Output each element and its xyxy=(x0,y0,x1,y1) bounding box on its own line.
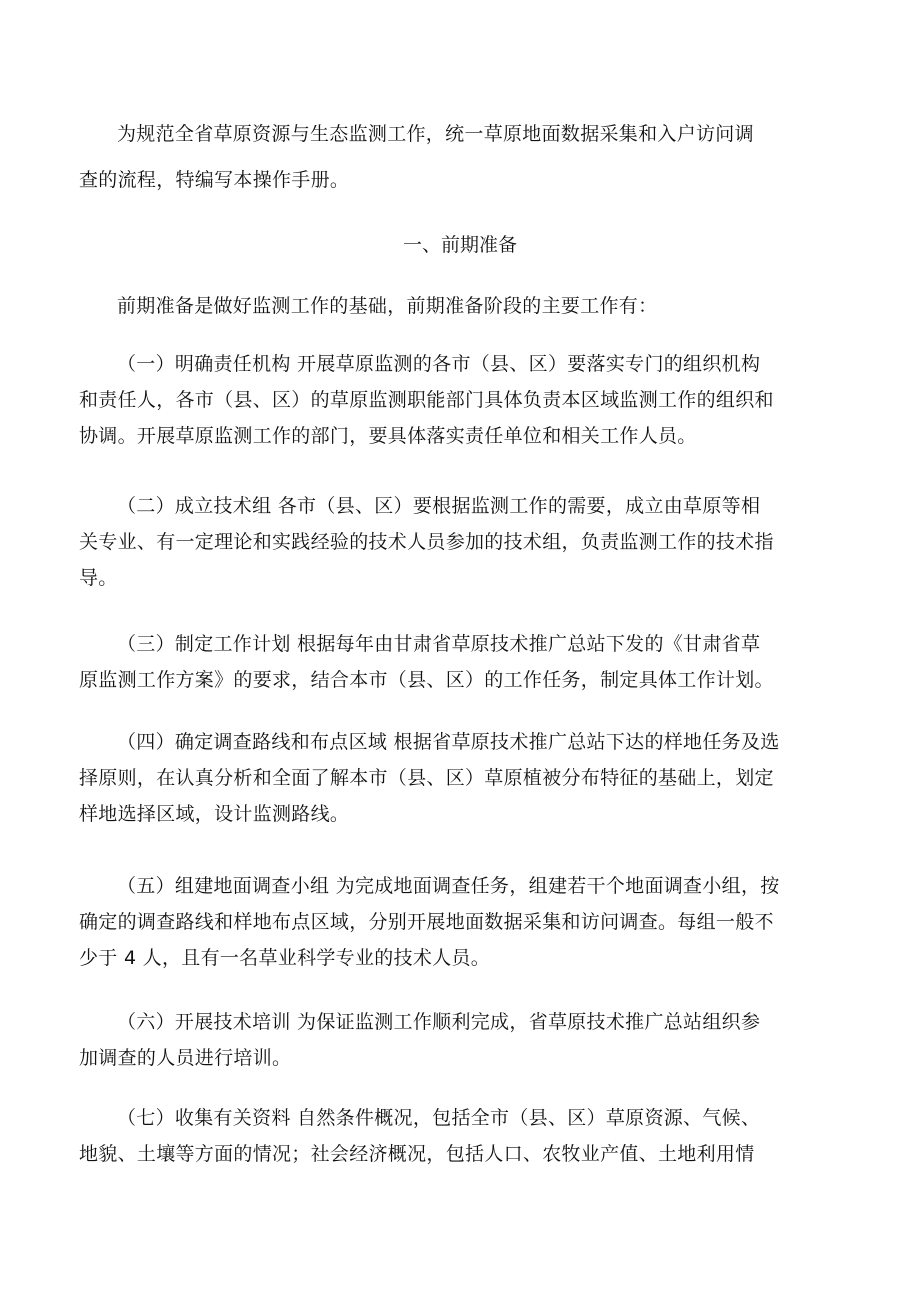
paragraph-line: （五）组建地面调查小组 为完成地面调查任务，组建若干个地面调查小组，按 xyxy=(117,875,780,897)
paragraph-line: 和责任人，各市（县、区）的草原监测职能部门具体负责本区域监测工作的组织和 xyxy=(79,389,774,411)
paragraph-line: 导。 xyxy=(79,567,118,589)
paragraph-line: 查的流程，特编写本操作手册。 xyxy=(79,169,350,191)
paragraph-line: （三）制定工作计划 根据每年由甘肃省草原技术推广总站下发的《甘肃省草 xyxy=(117,633,761,655)
paragraph-line: （一）明确责任机构 开展草原监测的各市（县、区）要落实专门的组织机构 xyxy=(117,353,761,375)
paragraph-line: 确定的调查路线和样地布点区域，分别开展地面数据采集和访问调查。每组一般不 xyxy=(79,911,774,933)
paragraph-line: （七）收集有关资料 自然条件概况，包括全市（县、区）草原资源、气候、 xyxy=(117,1107,761,1129)
intro-paragraph xyxy=(79,116,819,198)
paragraph-line: 协调。开展草原监测工作的部门，要具体落实责任单位和相关工作人员。 xyxy=(79,425,697,447)
paragraph-line: 少于 4 人，且有一名草业科学专业的技术人员。 xyxy=(79,947,491,969)
paragraph-line: 地貌、土壤等方面的情况；社会经济概况，包括人口、农牧业产值、土地利用情 xyxy=(79,1143,755,1165)
item-paragraph-7 xyxy=(79,1100,819,1172)
paragraph-line: 前期准备是做好监测工作的基础，前期准备阶段的主要工作有： xyxy=(117,295,658,317)
lead-paragraph xyxy=(79,288,819,324)
paragraph-line: 加调查的人员进行培训。 xyxy=(79,1047,292,1069)
item-paragraph-6 xyxy=(79,1004,819,1076)
item-paragraph-4 xyxy=(79,724,819,832)
paragraph-line: 样地选择区域，设计监测路线。 xyxy=(79,803,350,825)
paragraph-line: 择原则，在认真分析和全面了解本市（县、区）草原植被分布特征的基础上，划定 xyxy=(79,767,774,789)
item-paragraph-1 xyxy=(79,346,819,454)
paragraph-line: （六）开展技术培训 为保证监测工作顺利完成，省草原技术推广总站组织参 xyxy=(117,1011,761,1033)
item-paragraph-3 xyxy=(79,626,819,698)
section-heading: 一、前期准备 xyxy=(402,234,517,256)
item-paragraph-2 xyxy=(79,488,819,596)
item-paragraph-5 xyxy=(79,868,819,976)
paragraph-line: 为规范全省草原资源与生态监测工作，统一草原地面数据采集和入户访问调 xyxy=(117,123,754,145)
paragraph-line: （四）确定调查路线和布点区域 根据省草原技术推广总站下达的样地任务及选 xyxy=(117,731,780,753)
paragraph-line: 关专业、有一定理论和实践经验的技术人员参加的技术组，负责监测工作的技术指 xyxy=(79,531,774,553)
paragraph-line: （二）成立技术组 各市（县、区）要根据监测工作的需要，成立由草原等相 xyxy=(117,495,761,517)
paragraph-line: 原监测工作方案》的要求，结合本市（县、区）的工作任务，制定具体工作计划。 xyxy=(79,669,774,691)
